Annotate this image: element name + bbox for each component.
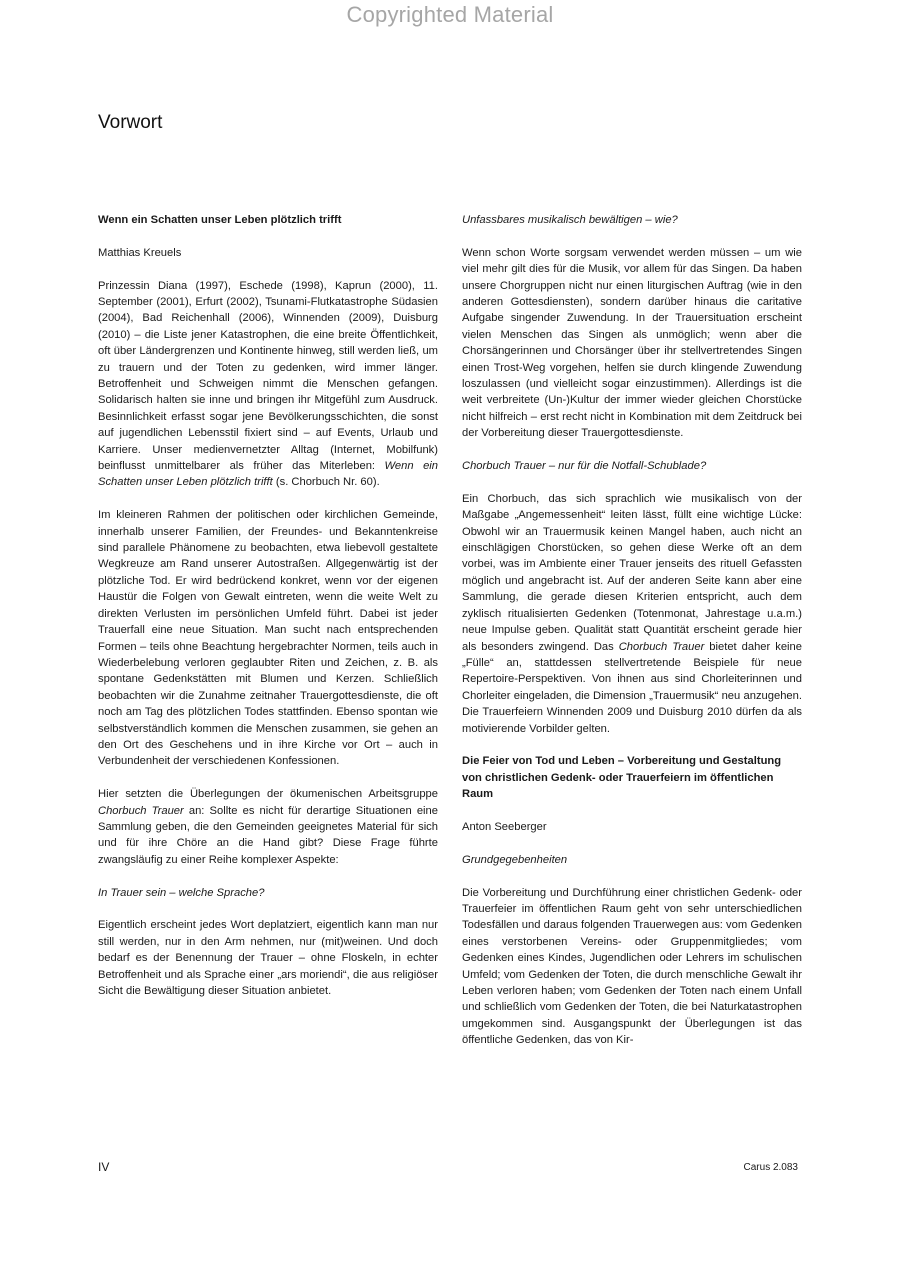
paragraph-text: (s. Chorbuch Nr. 60).	[272, 476, 380, 489]
paragraph	[98, 278, 438, 491]
subsection-heading: Chorbuch Trauer – nur für die Notfall-Schublade?	[462, 460, 707, 473]
subsection-heading: Unfassbares musikalisch bewältigen – wie?	[462, 214, 678, 226]
paragraph: Eigentlich erscheint jedes Wort deplatziert, eigentlich kann man nur still werden, nur in den Arm nehmen, nur (mit)weinen. Und doch bedarf es der Benennung der Trauer – ohne Floskeln, in echter Betroffenheit und als Sprache einer „ars moriendi“, die aus religiöser Sicht die Bewältigung dieser Situation anbietet.	[98, 919, 438, 997]
catalog-number: Carus 2.083	[743, 1162, 798, 1173]
paragraph-text: an: Sollte es nicht für derartige Situationen eine Sammlung geben, die den Gemeinden geeignetes Material für sich und für ihre Chöre an die Hand gibt? Diese Frage führte zwangsläufig zu einer Reihe komplexer Aspekte:	[98, 804, 438, 866]
paragraph-text: Prinzessin Diana (1997), Eschede (1998), Kaprun (2000), 11. September (2001), Erfurt (2002), Tsunami-Flutkatastrophe Südasien (2004), Bad Reichenhall (2006), Winnenden (2009), Duisburg (2010) – die Liste jener Katastrophen, die eine breite Öffentlichkeit, oft über Ländergrenzen und Kontinente hinweg, still werden ließ, um zu trauern und der Toten zu gedenken, wird immer länger. Betroffenheit und Schweigen nimmt die Menschen gefangen. Solidarisch halten sie inne und bringen ihr Mitgefühl zum Ausdruck. Besinnlichkeit erfasst sogar jene Bevölkerungsschichten, die sonst auf jugendlichen Lebensstil fixiert sind – auf Events, Urlaub und Karriere. Unser medienvernetzter Alltag (Internet, Mobilfunk) beinflusst unmittelbarer als früher das Miterleben:	[98, 279, 438, 473]
paragraph-text: bietet daher keine „Fülle“ an, stattdessen stellvertretende Beispiele für neue Repertoire-Perspektiven. Von ihnen aus sind Chorleiterinnen und Chorleiter eingeladen, die Dimension „Trauermusik“ neu anzugehen. Die Trauerfeiern Winnenden 2009 und Duisburg 2010 dürfen da als motivierende Vorbilder gelten.	[462, 640, 802, 735]
page-number: IV	[98, 1160, 110, 1174]
paragraph-text: Hier setzten die Überlegungen der ökumenischen Arbeitsgruppe	[98, 788, 438, 801]
copyright-watermark: Copyrighted Material	[346, 2, 554, 27]
left-column	[98, 212, 438, 1016]
paragraph	[462, 491, 802, 737]
section-heading: Wenn ein Schatten unser Leben plötzlich trifft	[98, 214, 342, 226]
paragraph-emphasis: Wenn ein Schatten unser Leben plötzlich trifft	[98, 460, 439, 489]
paragraph-emphasis: Chorbuch Trauer	[98, 804, 184, 817]
paragraph	[98, 786, 438, 868]
section-heading: Die Feier von Tod und Leben – Vorbereitung und Gestaltung von christlichen Gedenk- oder Trauerfeiern im öffentlichen Raum	[462, 755, 782, 801]
paragraph: Die Vorbereitung und Durchführung einer christlichen Gedenk- oder Trauerfeier im öffentlichen Raum geht von sehr unterschiedlichen Todesfällen und daraus folgenden Trauerwegen aus: vom Gedenken eines verstorbenen Vereins- oder Gruppenmitgliedes; vom Gedenken eines Kindes, Jugendlichen oder Lehrers im schulischen Umfeld; vom Gedenken der Toten, die durch menschliche Gewalt ihr Leben verloren haben; vom Gedenken der Toten nach einem Unfall und schließlich vom Gedenken der Toten, die bei Naturkatastrophen umgekommen sind. Ausgangspunkt der Überlegungen ist das öffentliche Gedenken, das von Kir-	[462, 886, 802, 1047]
right-column	[462, 212, 802, 1065]
page-title: Vorwort	[98, 112, 163, 133]
subsection-heading: Grundgegebenheiten	[462, 853, 568, 866]
paragraph-emphasis: Chorbuch Trauer	[618, 640, 705, 653]
paragraph-text: Ein Chorbuch, das sich sprachlich wie musikalisch von der Maßgabe „Angemessenheit“ leiten lässt, füllt eine wichtige Lücke: Obwohl wir an Trauermusik keinen Mangel haben, auch nicht an einschlägigen Chorstücken, so gehen diese Werke oft an dem vorbei, was im Ambiente einer Trauer jenseits des rituell Gefassten möglich und angebracht ist. Auf der anderen Seite kann aber eine Sammlung, die gerade diesen Kriterien entspricht, auch dem zyklisch ritualisierten Gedenken (Totenmonat, Jahrestage u.a.m.) neue Impulse geben. Qualität statt Quantität erscheint gerade hier als besonders zwingend. Das	[462, 492, 802, 653]
subsection-heading: In Trauer sein – welche Sprache?	[98, 886, 265, 899]
section-author: Matthias Kreuels	[98, 246, 182, 259]
paragraph: Im kleineren Rahmen der politischen oder kirchlichen Gemeinde, innerhalb unserer Familien, der Freundes- und Bekanntenkreise sind parallele Phänomene zu beobachten, etwa liebevoll gestaltete Wegkreuze am Rand unserer Autostraßen. Allgegenwärtig ist der plötzliche Tod. Er wird bedrückend konkret, wenn vor der eigenen Haustür die Folgen von Gewalt eintreten, wenn die weite Welt zu direkten Verlusten im persönlichen Umfeld führt. Dabei ist jeder Trauerfall eine neue Situation. Man sucht nach entsprechenden Formen – teils ohne Beachtung hergebrachter Normen, teils auch in Wiederbelebung verloren geglaubter Riten und Zeichen, z. B. als spontane Gedenkstätten mit Blumen und Kerzen. Schließlich beobachten wir die Zunahme zeitnaher Trauergottesdienste, die oft noch am Tag des plötzlichen Todes stattfinden. Ebenso spontan wie selbstverständlich kommen die Menschen zusammen, sie gehen an den Ort des Geschehens und in ihre Kirche vor Ort – auch in Verbundenheit der verschiedenen Konfessionen.	[98, 509, 438, 768]
paragraph: Wenn schon Worte sorgsam verwendet werden müssen – um wie viel mehr gilt dies für die Musik, vor allem für das Singen. Da haben unsere Chorgruppen nicht nur einen liturgischen Auftrag (wie in den anderen Gottesdiensten), sondern darüber hinaus die caritative Aufgabe singender Zuwendung. In der Trauersituation erscheint vielen Menschen das Singen als unmöglich; wenn aber die Chorsängerinnen und Chorsänger über ihr stellvertretendes Singen einen Trost-Weg vorgehen, helfen sie durch klingende Zuwendung loszulassen (und vielleicht sogar einzustimmen). Allerdings ist die weit verbreitete (Un-)Kultur der immer wieder gleichen Chorstücke nicht hilfreich – erst recht nicht in Kombination mit dem Zeitdruck bei der Vorbereitung dieser Trauergottesdienste.	[462, 246, 802, 440]
section-author: Anton Seeberger	[462, 820, 547, 833]
